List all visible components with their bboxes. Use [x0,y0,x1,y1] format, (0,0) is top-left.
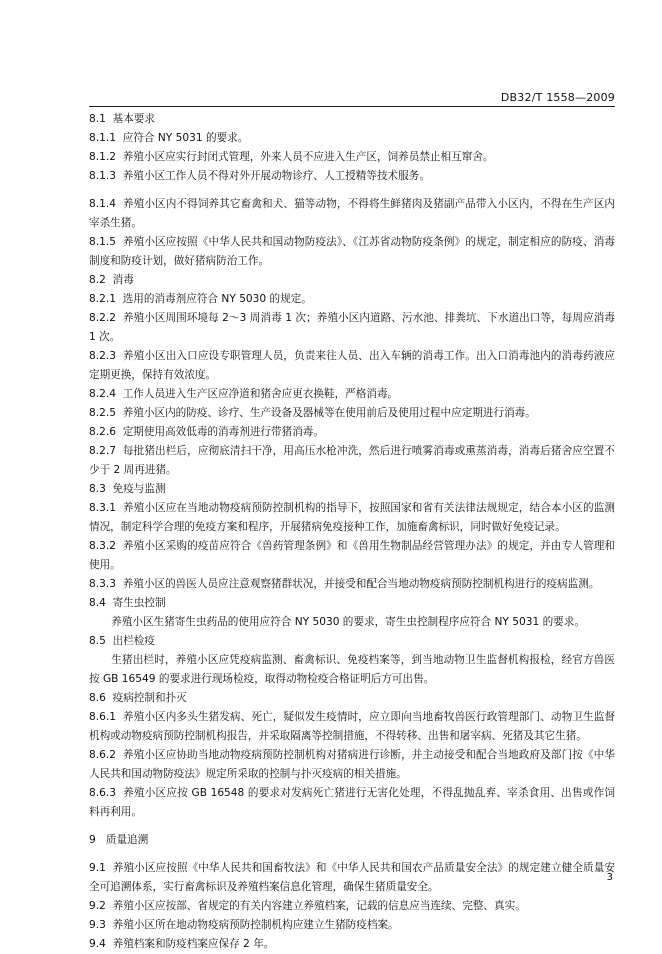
clause-8-3-3: 8.3.3 养殖小区的兽医人员应注意观察猪群状况，并接受和配合当地动物疫病预防控制机构进行的疫病监测。 [89,578,600,590]
clause-8-2-1: 8.2.1 选用的消毒剂应符合 NY 5030 的规定。 [89,293,312,305]
clause-8-2-3: 8.2.3 养殖小区出入口应设专职管理人员，负责来往人员、出入车辆的消毒工作。出入口消毒池内的消毒药液应定期更换，保持有效浓度。 [89,350,615,381]
header-rule [89,106,615,107]
section-8-1-heading: 8.1 基本要求 [89,113,155,125]
section-8-5-text: 生猪出栏时，养殖小区应凭疫病监测、畜禽标识、免疫档案等，到当地动物卫生监督机构报检，经官方兽医按 GB 16549 的要求进行现场检疫，取得动物检疫合格证明后方可出售。 [89,654,615,685]
clause-9-4: 9.4 养殖档案和防疫档案应保存 2 年。 [89,938,275,950]
clause-8-2-7: 8.2.7 每批猪出栏后，应彻底清扫干净，用高压水枪冲洗，然后进行喷雾消毒或熏蒸消毒，消毒后猪舍应空置不少于 2 周再进猪。 [89,445,615,476]
clause-8-6-2: 8.6.2 养殖小区应协助当地动物疫病预防控制机构对猪病进行诊断，并主动接受和配合当地政府及部门按《中华人民共和国动物防疫法》规定所采取的控制与扑灭疫病的相关措施。 [89,749,615,780]
clause-8-6-1: 8.6.1 养殖小区内多头生猪发病、死亡，疑似发生疫情时，应立即向当地畜牧兽医行政管理部门、动物卫生监督机构或动物疫病预防控制机构报告，并采取隔离等控制措施，不得转移、出售和屠宰病、死猪及其它生猪。 [89,711,615,742]
section-8-6-heading: 8.6 疫病控制和扑灭 [89,692,187,704]
clause-8-1-4: 8.1.4 养殖小区内不得饲养其它畜禽和犬、猫等动物，不得将生鲜猪肉及猪副产品带入小区内，不得在生产区内宰杀生猪。 [89,198,615,229]
clause-9-2: 9.2 养殖小区应按部、省规定的有关内容建立养殖档案，记载的信息应当连续、完整、真实。 [89,900,526,912]
section-8-3-heading: 8.3 免疫与监测 [89,483,166,495]
section-9-heading: 9 质量追溯 [89,834,149,846]
clause-8-2-5: 8.2.5 养殖小区内的防疫、诊疗、生产设备及器械等在使用前后及使用过程中应定期进行消毒。 [89,407,536,419]
clause-8-1-1: 8.1.1 应符合 NY 5031 的要求。 [89,132,249,144]
page-number: 3 [606,872,613,883]
section-8-2-heading: 8.2 消毒 [89,274,134,286]
clause-8-1-5: 8.1.5 养殖小区应按照《中华人民共和国动物防疫法》、《江苏省动物防疫条例》的规定，制定相应的防疫、消毒制度和防疫计划，做好猪病防治工作。 [89,236,615,267]
clause-8-2-2: 8.2.2 养殖小区周围环境每 2～3 周消毒 1 次；养殖小区内道路、污水池、排粪坑、下水道出口等，每周应消毒 1 次。 [89,312,615,343]
clause-9-1: 9.1 养殖小区应按照《中华人民共和国畜牧法》和《中华人民共和国农产品质量安全法》的规定建立健全质量安全可追溯体系，实行畜禽标识及养殖档案信息化管理，确保生猪质量安全。 [89,862,615,893]
clause-8-1-2: 8.1.2 养殖小区应实行封闭式管理，外来人员不应进入生产区，饲养员禁止相互窜舍。 [89,151,494,163]
standard-code: DB32/T 1558—2009 [500,91,615,104]
clause-8-3-1: 8.3.1 养殖小区应在当地动物疫病预防控制机构的指导下，按照国家和省有关法律法规规定，结合本小区的监测情况，制定科学合理的免疫方案和程序，开展猪病免疫接种工作，加施畜禽标识，同时做好免疫记录。 [89,502,615,533]
section-8-4-heading: 8.4 寄生虫控制 [89,597,166,609]
clause-8-2-6: 8.2.6 定期使用高效低毒的消毒剂进行带猪消毒。 [89,426,324,438]
clause-8-2-4: 8.2.4 工作人员进入生产区应净道和猪舍应更衣换鞋，严格消毒。 [89,388,399,400]
clause-9-3: 9.3 养殖小区所在地动物疫病预防控制机构应建立生猪防疫档案。 [89,919,399,931]
document-body [89,110,615,954]
section-8-5-heading: 8.5 出栏检疫 [89,635,155,647]
section-8-4-text: 养殖小区生猪寄生虫药品的使用应符合 NY 5030 的要求，寄生虫控制程序应符合 NY 5031 的要求。 [111,616,585,628]
clause-8-1-3: 8.1.3 养殖小区工作人员不得对外开展动物诊疗、人工授精等技术服务。 [89,170,430,182]
clause-8-3-2: 8.3.2 养殖小区采购的疫苗应符合《兽药管理条例》和《兽用生物制品经营管理办法》的规定，并由专人管理和使用。 [89,540,615,571]
clause-8-6-3: 8.6.3 养殖小区应按 GB 16548 的要求对发病死亡猪进行无害化处理，不得乱抛乱弃、宰杀食用、出售或作饲料再利用。 [89,787,615,818]
